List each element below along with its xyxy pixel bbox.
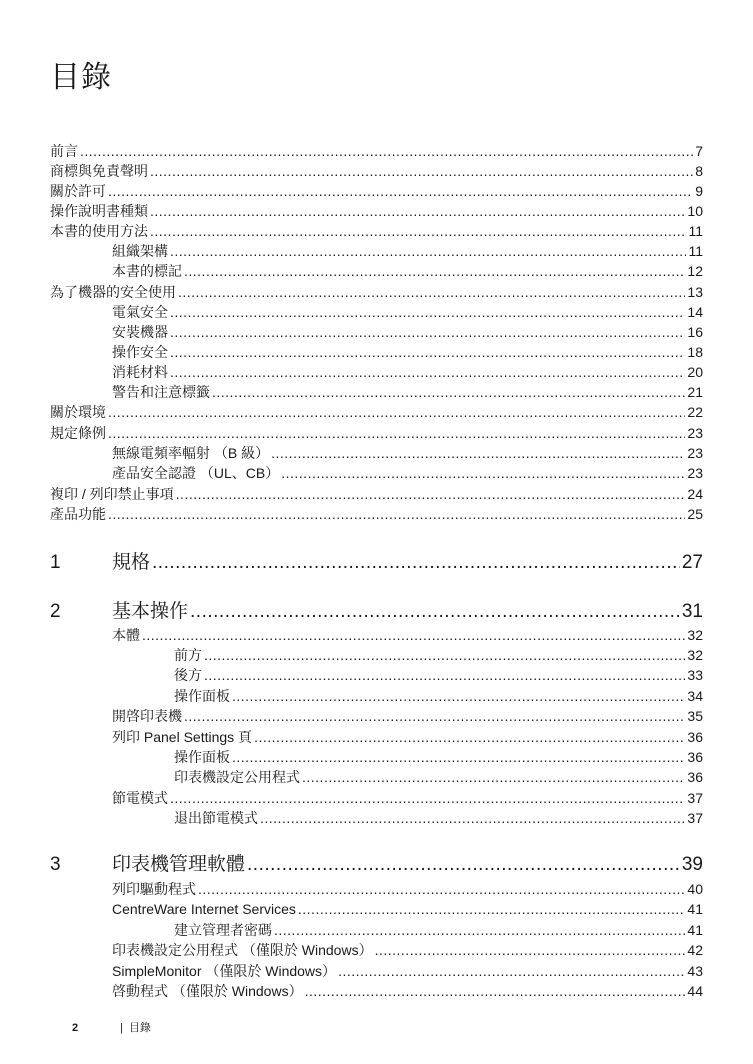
toc-entry-title: 操作安全 <box>112 344 168 360</box>
dot-leader <box>281 463 685 483</box>
toc-entry-title: 退出節電模式 <box>174 810 258 826</box>
dot-leader <box>302 767 685 787</box>
toc-entry-page: 11 <box>688 243 703 259</box>
dot-leader <box>260 808 685 828</box>
toc-entry-page: 9 <box>695 183 703 199</box>
toc-entry-page: 12 <box>687 263 703 279</box>
dot-leader <box>150 161 693 181</box>
toc-subentry[interactable] <box>112 382 703 402</box>
toc-entry-title: 電氣安全 <box>112 304 168 320</box>
toc-subentry[interactable] <box>174 686 703 706</box>
toc-entry[interactable] <box>50 201 703 221</box>
toc-entry-page: 43 <box>687 963 703 979</box>
chapter-heading[interactable] <box>112 852 703 878</box>
toc-entry-title: 印表機設定公用程式 <box>174 769 300 785</box>
dot-leader <box>338 961 685 981</box>
toc-entry-page: 32 <box>687 627 703 643</box>
toc-entry-page: 33 <box>687 667 703 683</box>
page-title: 目錄 <box>50 60 112 95</box>
toc-entry-title: 組織架構 <box>112 243 168 259</box>
toc-entry-page: 11 <box>688 223 703 239</box>
toc-subentry[interactable] <box>174 747 703 767</box>
toc-entry-page: 18 <box>687 344 703 360</box>
dot-leader <box>108 423 685 443</box>
toc-subentry[interactable] <box>174 665 703 685</box>
toc-entry-page: 23 <box>687 465 703 481</box>
toc-entry-page: 36 <box>687 729 703 745</box>
toc-entry[interactable] <box>50 181 703 201</box>
chapter-page: 31 <box>681 601 703 622</box>
chapter-title: 基本操作 <box>112 601 189 622</box>
toc-subentry[interactable] <box>112 362 703 382</box>
chapter-title: 規格 <box>112 552 151 573</box>
toc-entry-title: 列印驅動程式 <box>112 881 196 897</box>
toc-subentry[interactable] <box>112 261 703 281</box>
toc-entry[interactable] <box>50 423 703 443</box>
toc-entry-page: 41 <box>687 901 703 917</box>
toc-entry-page: 16 <box>687 324 703 340</box>
dot-leader <box>108 402 685 422</box>
dot-leader <box>178 282 685 302</box>
toc-entry[interactable] <box>50 504 703 524</box>
toc-entry[interactable] <box>112 981 703 1001</box>
chapter-page: 39 <box>681 854 703 875</box>
toc-subentry[interactable] <box>112 463 703 483</box>
toc-entry-title: 操作面板 <box>174 749 230 765</box>
toc-entry-page: 23 <box>687 425 703 441</box>
toc-entry-page: 24 <box>687 486 703 502</box>
toc-entry-title: 節電模式 <box>112 790 168 806</box>
toc-entry-title: 列印 Panel Settings 頁 <box>112 729 253 745</box>
toc-entry-title: 無線電頻率輻射 （B 級） <box>112 445 270 461</box>
toc-entry[interactable] <box>112 727 703 747</box>
footer-page-number: 2 <box>72 1022 79 1034</box>
toc-entry-page: 36 <box>687 769 703 785</box>
dot-leader <box>152 550 680 576</box>
toc-entry-title: 操作說明書種類 <box>50 203 148 219</box>
dot-leader <box>108 181 693 201</box>
dot-leader <box>170 788 685 808</box>
toc-entry-title: 產品功能 <box>50 506 106 522</box>
toc-entry[interactable] <box>112 899 703 919</box>
dot-leader <box>232 686 685 706</box>
toc-entry-title: 本書的使用方法 <box>50 223 148 239</box>
toc-entry-page: 34 <box>687 688 703 704</box>
toc-entry-title: 後方 <box>174 667 202 683</box>
chapter-page: 27 <box>681 552 703 573</box>
toc-entry-title: 前方 <box>174 647 202 663</box>
toc-entry[interactable] <box>112 940 703 960</box>
dot-leader <box>204 645 685 665</box>
toc-subentry[interactable] <box>174 767 703 787</box>
toc-subentry[interactable] <box>174 808 703 828</box>
dot-leader <box>375 940 686 960</box>
toc-entry-title: 警告和注意標籤 <box>112 384 210 400</box>
toc-subentry[interactable] <box>112 322 703 342</box>
dot-leader <box>170 362 685 382</box>
toc-entry-title: SimpleMonitor （僅限於 Windows） <box>112 963 337 979</box>
toc-entry-title: 建立管理者密碼 <box>174 922 272 938</box>
toc-subentry[interactable] <box>112 443 703 463</box>
toc-entry-page: 10 <box>687 203 703 219</box>
dot-leader <box>247 852 680 878</box>
toc-entry-page: 8 <box>695 163 703 179</box>
toc-entry-title: 消耗材料 <box>112 364 168 380</box>
toc-entry-page: 14 <box>687 304 703 320</box>
dot-leader <box>184 706 685 726</box>
toc-entry-title: 關於許可 <box>50 183 106 199</box>
toc-entry-title: 本體 <box>112 627 140 643</box>
toc-entry-page: 35 <box>687 708 703 724</box>
dot-leader <box>150 221 686 241</box>
dot-leader <box>232 747 685 767</box>
dot-leader <box>170 241 686 261</box>
chapter-number: 2 <box>50 601 61 622</box>
dot-leader <box>298 899 686 919</box>
dot-leader <box>204 665 685 685</box>
dot-leader <box>274 920 685 940</box>
toc-entry-title: 安裝機器 <box>112 324 168 340</box>
dot-leader <box>150 201 685 221</box>
toc-subentry[interactable] <box>112 302 703 322</box>
toc-entry-page: 42 <box>687 942 703 958</box>
toc-entry[interactable] <box>112 625 703 645</box>
dot-leader <box>176 484 686 504</box>
dot-leader <box>254 727 685 747</box>
toc-entry[interactable] <box>50 161 703 181</box>
toc-subentry[interactable] <box>112 342 703 362</box>
toc-entry[interactable] <box>50 484 703 504</box>
toc-entry-title: 本書的標記 <box>112 263 182 279</box>
dot-leader <box>212 382 685 402</box>
toc-entry-title: 規定條例 <box>50 425 106 441</box>
toc-entry-page: 20 <box>687 364 703 380</box>
toc-entry-title: 為了機器的安全使用 <box>50 284 176 300</box>
dot-leader <box>170 322 685 342</box>
toc-entry-page: 40 <box>687 881 703 897</box>
chapter-number: 1 <box>50 552 61 573</box>
toc-entry-page: 25 <box>687 506 703 522</box>
toc-subentry[interactable] <box>174 645 703 665</box>
toc-entry-page: 13 <box>687 284 703 300</box>
chapter-title: 印表機管理軟體 <box>112 854 246 875</box>
toc-entry[interactable] <box>50 282 703 302</box>
toc-entry-title: 啓動程式 （僅限於 Windows） <box>112 983 303 999</box>
toc-entry-title: 商標與免責聲明 <box>50 163 148 179</box>
dot-leader <box>170 342 685 362</box>
toc-entry-title: CentreWare Internet Services <box>112 901 296 917</box>
dot-leader <box>142 625 685 645</box>
chapter-number: 3 <box>50 854 61 875</box>
dot-leader <box>190 599 680 625</box>
toc-entry[interactable] <box>50 141 703 161</box>
footer-separator: | <box>120 1022 123 1034</box>
toc-entry[interactable] <box>50 221 703 241</box>
toc-entry-title: 印表機設定公用程式 （僅限於 Windows） <box>112 942 373 958</box>
toc-entry-page: 23 <box>687 445 703 461</box>
dot-leader <box>305 981 686 1001</box>
dot-leader <box>198 879 685 899</box>
toc-subentry[interactable] <box>112 241 703 261</box>
toc-entry-page: 44 <box>687 983 703 999</box>
toc-entry-page: 7 <box>695 143 703 159</box>
toc-entry-page: 32 <box>687 647 703 663</box>
dot-leader <box>170 302 685 322</box>
toc-entry-page: 36 <box>687 749 703 765</box>
toc-entry[interactable] <box>112 961 703 981</box>
toc-entry-title: 複印 / 列印禁止事項 <box>50 486 174 502</box>
dot-leader <box>108 504 685 524</box>
toc-entry-page: 21 <box>687 384 703 400</box>
footer-section-title: 目錄 <box>128 1022 151 1034</box>
chapter-heading[interactable] <box>112 599 703 625</box>
toc-entry-title: 開啓印表機 <box>112 708 182 724</box>
toc-entry-title: 關於環境 <box>50 404 106 420</box>
toc-entry-page: 37 <box>687 810 703 826</box>
toc-subentry[interactable] <box>174 920 703 940</box>
toc-entry-page: 41 <box>687 922 703 938</box>
dot-leader <box>184 261 685 281</box>
toc-entry[interactable] <box>112 879 703 899</box>
toc-entry-page: 37 <box>687 790 703 806</box>
toc-entry-page: 22 <box>687 404 703 420</box>
toc-entry-title: 前言 <box>50 143 78 159</box>
page-footer <box>72 1021 151 1035</box>
toc-entry[interactable] <box>112 788 703 808</box>
toc-entry[interactable] <box>50 402 703 422</box>
toc-entry-title: 操作面板 <box>174 688 230 704</box>
chapter-heading[interactable] <box>112 550 703 576</box>
dot-leader <box>271 443 685 463</box>
toc-entry[interactable] <box>112 706 703 726</box>
toc-entry-title: 產品安全認證 （UL、CB） <box>112 465 280 481</box>
dot-leader <box>80 141 693 161</box>
